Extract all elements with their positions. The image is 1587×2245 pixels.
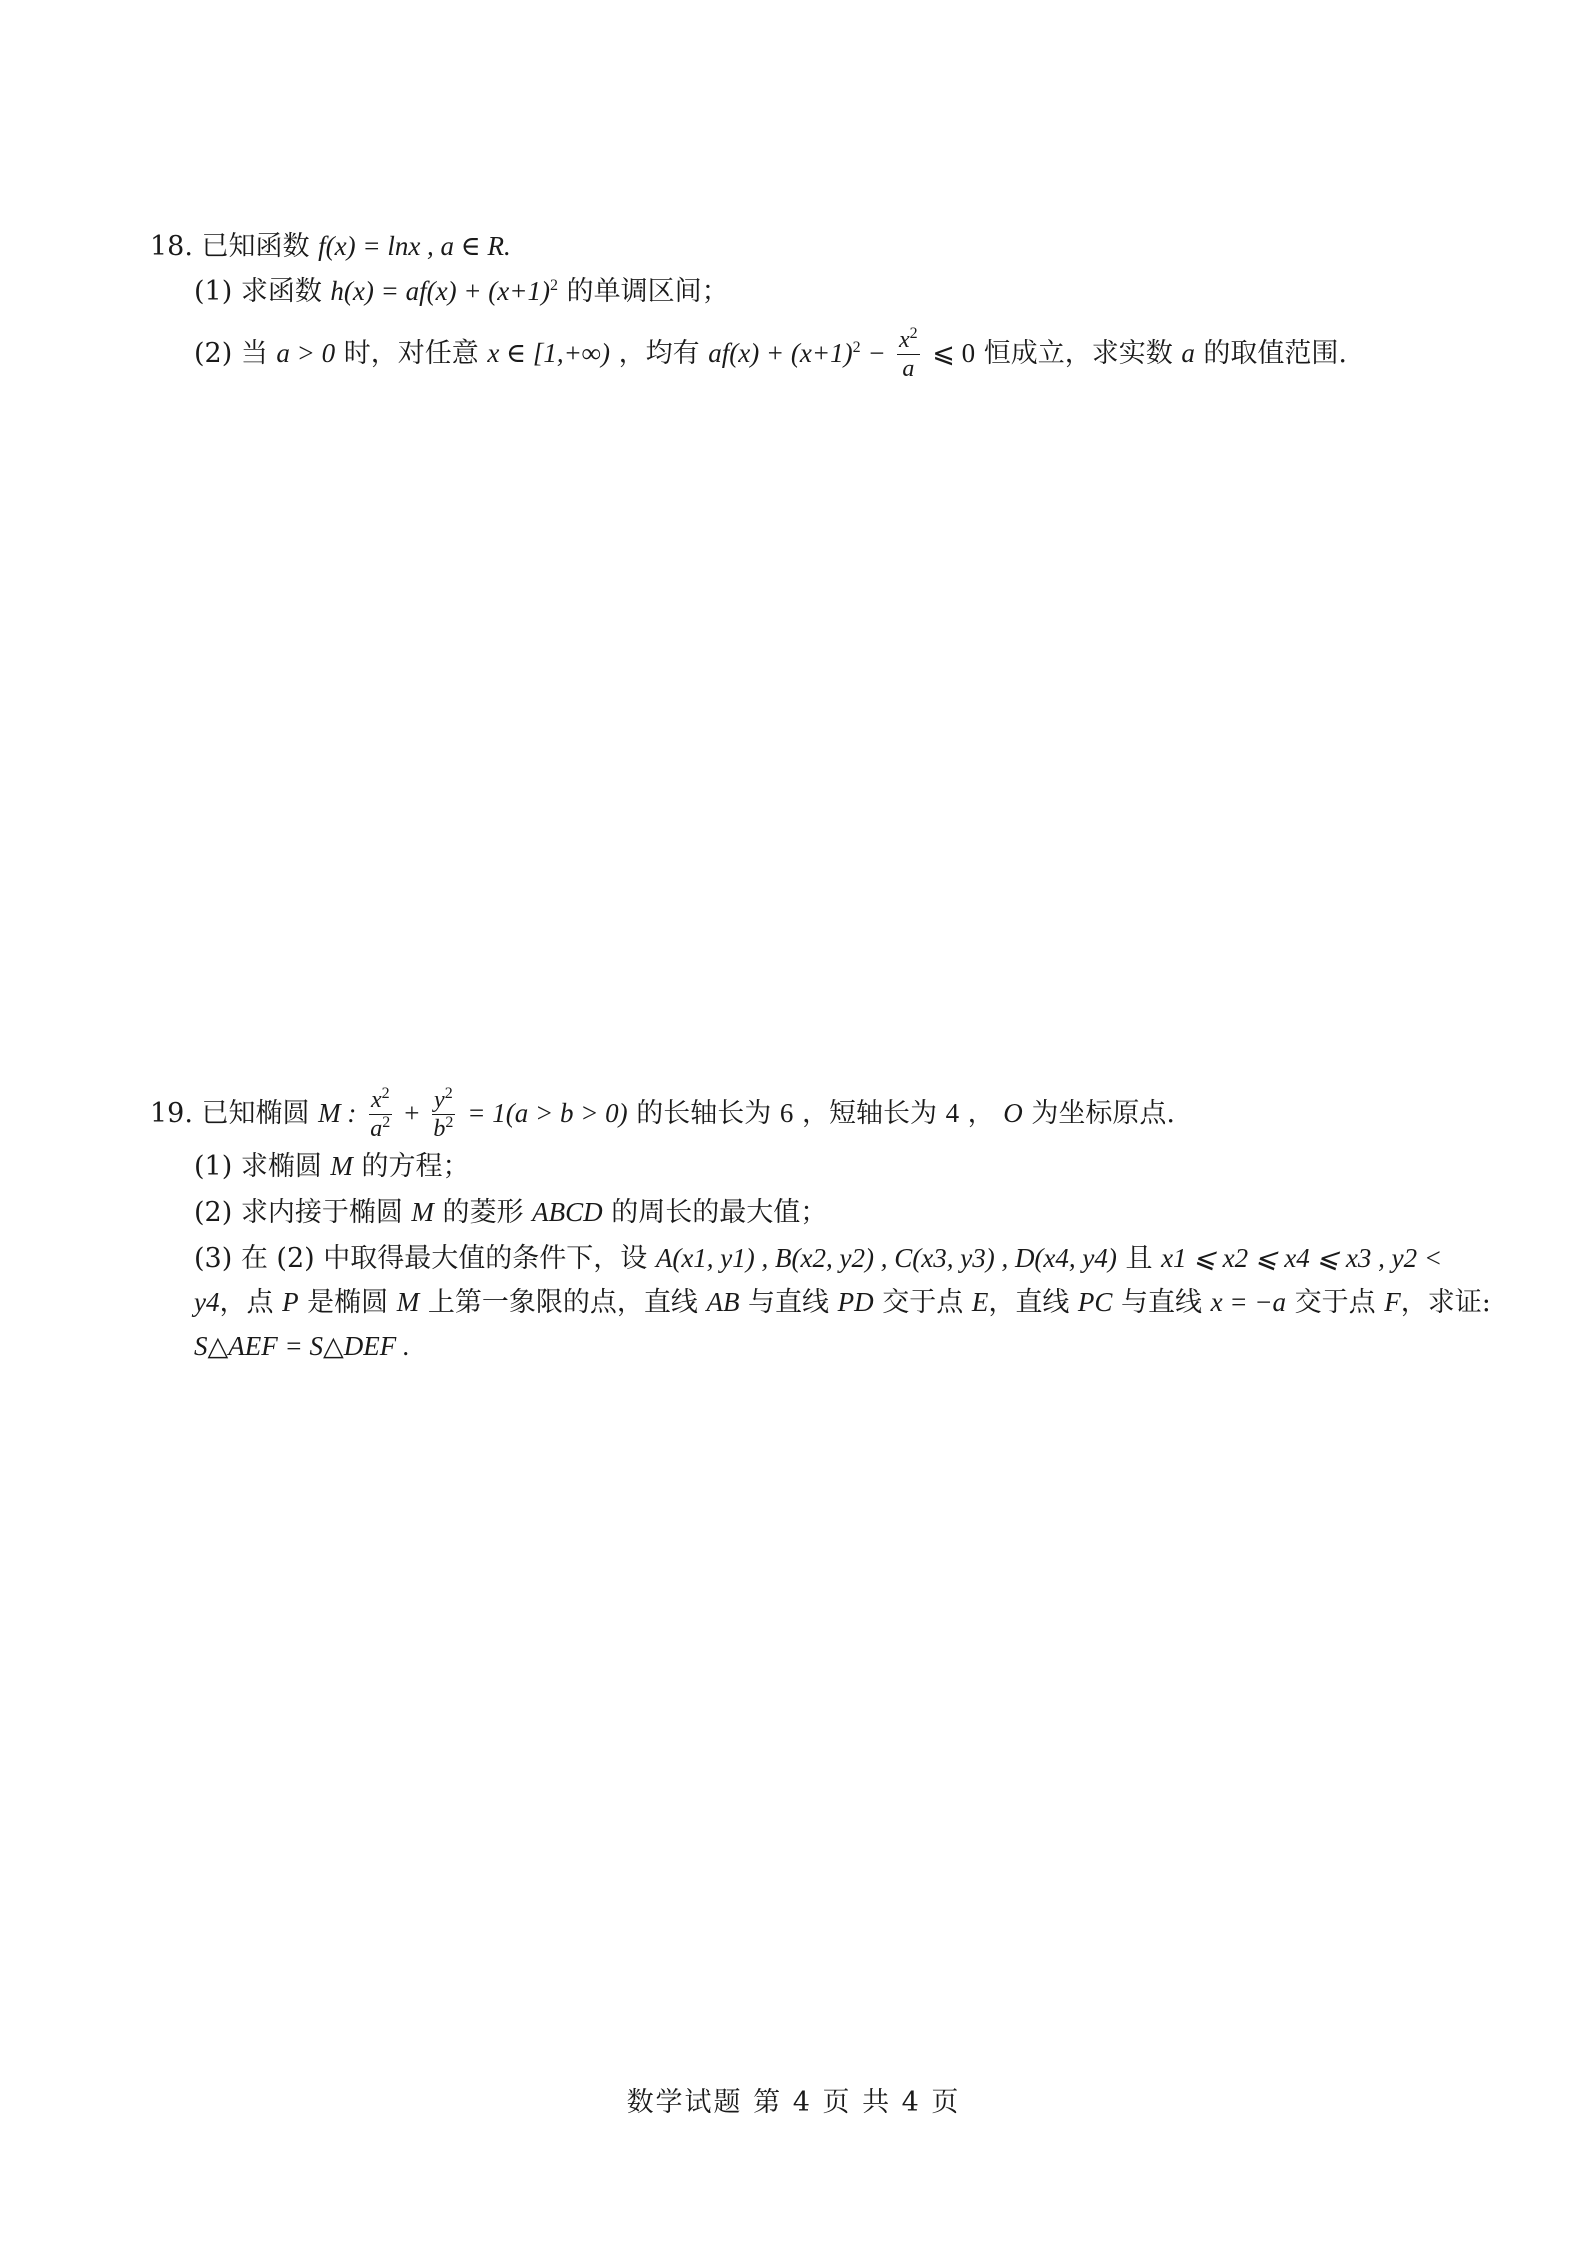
q19-eq-cond: = 1(a > b > 0) <box>467 1098 628 1128</box>
q19-p3-t6: ，直线 <box>988 1287 1070 1318</box>
q19-short-axis: 4 <box>945 1098 960 1128</box>
q19-p3-t8: 交于点 <box>1294 1287 1376 1318</box>
q19-origin: O <box>1003 1098 1023 1128</box>
q19-p3-PD: PD <box>837 1287 874 1317</box>
q18-p2-expr: af(x) + (x+1) <box>708 338 853 368</box>
q19-p3-conclusion: S△AEF = S△DEF . <box>194 1331 410 1361</box>
q19-part3-line1 <box>194 1240 1442 1277</box>
q19-frac2-den: b <box>433 1116 446 1142</box>
q19-part1 <box>194 1148 470 1185</box>
q18-p1-tail: 的单调区间； <box>566 276 729 307</box>
q19-p3-M: M <box>396 1287 420 1317</box>
q18-p2-frac-num: x <box>899 327 910 353</box>
q19-p3-t7: 与直线 <box>1121 1287 1203 1318</box>
q19-p2-mid: 的菱形 <box>442 1197 524 1228</box>
q18-lead: 18. 已知函数 <box>150 231 310 262</box>
q19-p1-M: M <box>330 1151 353 1181</box>
q18-p2-condition: a > 0 <box>276 338 336 368</box>
q19-desc1: 的长轴长为 <box>636 1098 772 1129</box>
q19-p3-t4: 与直线 <box>748 1287 830 1318</box>
q19-p3-text: (3) 在 (2) 中取得最大值的条件下，设 <box>194 1243 648 1274</box>
q19-p3-E: E <box>971 1287 989 1317</box>
q19-frac2-num: y <box>434 1087 445 1113</box>
q19-p3-t1: ，点 <box>219 1287 274 1318</box>
q18-p2-range: x ∈ [1,+∞) <box>487 338 611 368</box>
q19-desc3: ， <box>967 1098 995 1129</box>
q19-p3-inequality: x1 ⩽ x2 ⩽ x4 ⩽ x3 , y2 < <box>1161 1243 1443 1273</box>
q19-p2-text: (2) 求内接于椭圆 <box>194 1197 403 1228</box>
q19-frac1-den: a <box>370 1116 383 1142</box>
q19-part2 <box>194 1194 827 1231</box>
q18-p1-exponent: 2 <box>549 277 558 294</box>
q18-p2-text2: 时，对任意 <box>343 338 479 369</box>
q19-p3-y4: y4 <box>194 1287 220 1317</box>
q19-frac1-num: x <box>370 1087 382 1113</box>
q19-p3-t3: 上第一象限的点，直线 <box>427 1287 698 1318</box>
q19-desc2: ，短轴长为 <box>801 1098 937 1129</box>
q19-p1-tail: 的方程； <box>361 1151 470 1182</box>
q18-p2-exponent: 2 <box>852 339 861 356</box>
q18-p2-end: 的取值范围. <box>1203 338 1348 369</box>
q18-definition: f(x) = lnx , a ∈ R. <box>318 231 511 261</box>
q19-frac-y: $\frac{y^2}{b^2}$ <box>433 1085 454 1142</box>
q19-p2-M: M <box>411 1197 434 1227</box>
q19-frac-x: $\frac{x^2}{a^2}$ <box>370 1085 391 1142</box>
q18-p2-var: a <box>1181 338 1195 368</box>
q19-p3-AB: AB <box>706 1287 740 1317</box>
q19-p2-tail: 的周长的最大值； <box>611 1197 828 1228</box>
q19-p3-PC: PC <box>1077 1287 1113 1317</box>
q19-plus: + <box>404 1098 420 1128</box>
q18-p1-expr: h(x) = af(x) + (x+1) <box>330 276 550 306</box>
q18-p2-text4: 恒成立，求实数 <box>983 338 1173 369</box>
q19-p1-text: (1) 求椭圆 <box>194 1151 322 1182</box>
q19-p3-t5: 交于点 <box>882 1287 964 1318</box>
q18-p1-text: (1) 求函数 <box>194 276 322 307</box>
q18-p2-fraction: $\frac{x^2}{a}$ <box>899 325 918 382</box>
q19-desc4: 为坐标原点. <box>1031 1098 1175 1129</box>
q19-p3-t9: ，求证: <box>1400 1287 1491 1318</box>
q18-p2-minus: − <box>869 338 885 368</box>
q18-stem <box>150 228 511 265</box>
q19-p3-points: A(x1, y1) , B(x2, y2) , C(x3, y3) , D(x4, y4) <box>655 1243 1117 1273</box>
q19-p3-and: 且 <box>1125 1243 1153 1274</box>
q19-part3-line2 <box>194 1284 1491 1321</box>
q18-part1 <box>194 273 729 310</box>
q19-p3-F: F <box>1384 1287 1401 1317</box>
q19-part3-line3 <box>194 1328 410 1365</box>
q18-p2-frac-den: a <box>902 356 915 382</box>
q19-p3-P: P <box>282 1287 299 1317</box>
q19-ellipse-name: M : <box>318 1098 357 1128</box>
q19-lead: 19. 已知椭圆 <box>150 1098 310 1129</box>
page-footer: 数学试题 第 4 页 共 4 页 <box>626 2087 961 2118</box>
q18-p2-le: ⩽ 0 <box>932 338 976 368</box>
q19-p3-t2: 是椭圆 <box>307 1287 389 1318</box>
q19-p2-shape: ABCD <box>532 1197 603 1227</box>
q18-part2 <box>194 323 1347 384</box>
q18-p2-text: (2) 当 <box>194 338 268 369</box>
q18-p2-text3: ，均有 <box>618 338 700 369</box>
q19-long-axis: 6 <box>779 1098 794 1128</box>
q19-p3-x-eq-neg-a: x = −a <box>1210 1287 1287 1317</box>
q19-stem <box>150 1080 1175 1147</box>
